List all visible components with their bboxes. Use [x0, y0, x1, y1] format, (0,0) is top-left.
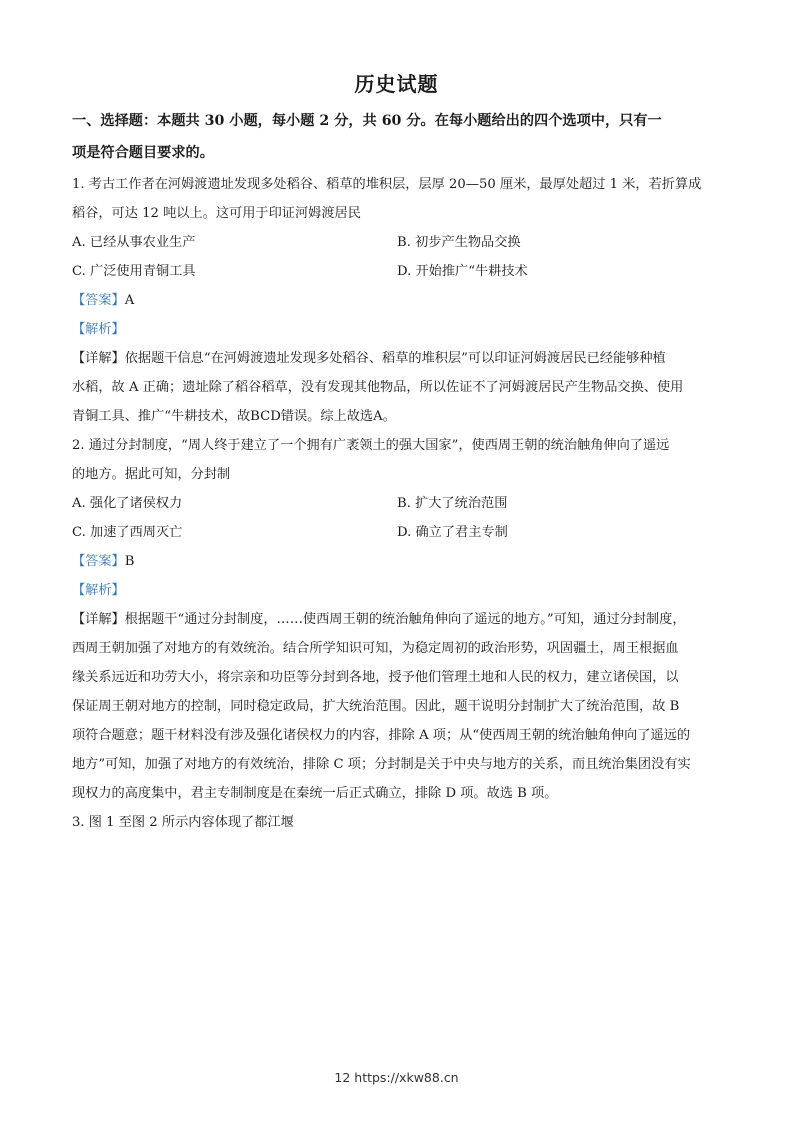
question-3 — [72, 808, 722, 837]
detail-line: 保证周王朝对地方的控制，同时稳定政局，扩大统治范围。因此，题干说明分封制扩大了统治范围，故 B — [72, 699, 680, 714]
detail-line: 青铜工具、推广“牛耕技术，故BCD错误。综上故选A。 — [72, 409, 396, 424]
detail-line: 西周王朝加强了对地方的有效统治。结合所学知识可知，为稳定周初的政治形势，巩固疆土，周王根据血 — [72, 641, 679, 656]
option-c: C. 广泛使用青铜工具 — [72, 264, 196, 279]
detail-line: 【详解】根据题干“通过分封制度，……使西周王朝的统治触角伸向了遥远的地方。”可知，通过分封制度， — [72, 612, 686, 627]
analysis-tag: 【解析】 — [72, 583, 125, 598]
answer-line — [72, 286, 722, 315]
option-d: D. 开始推广“牛耕技术 — [397, 264, 528, 279]
detail-line: 项符合题意；题干材料没有涉及强化诸侯权力的内容，排除 A 项；从“使西周王朝的统治触角伸向了遥远的 — [72, 728, 691, 743]
section-heading — [72, 105, 722, 169]
detail-line: 缘关系远近和功劳大小，将宗亲和功臣等分封到各地，授予他们管理土地和人民的权力，建立诸侯国，以 — [72, 670, 679, 685]
document-body — [72, 105, 722, 837]
option-a: A. 强化了诸侯权力 — [72, 496, 183, 511]
option-d: D. 确立了君主专制 — [397, 525, 508, 540]
question-1 — [72, 170, 722, 431]
question-stem: 3. 图 1 至图 2 所示内容体现了都江堰 — [72, 815, 294, 830]
question-stem: 的地方。据此可知，分封制 — [72, 467, 231, 482]
detail-line: 地方”可知，加强了对地方的有效统治，排除 C 项；分封制是关于中央与地方的关系，而且统治集团没有实 — [72, 757, 691, 772]
question-options — [72, 489, 722, 547]
option-c: C. 加速了西周灭亡 — [72, 525, 183, 540]
analysis-line — [72, 576, 722, 605]
section-heading-line: 项是符合题目要求的。 — [72, 145, 214, 161]
option-b: B. 初步产生物品交换 — [397, 235, 521, 250]
answer-tag: 【答案】 — [72, 293, 125, 308]
detail-line: 【详解】依据题干信息“在河姆渡遗址发现多处稻谷、稻草的堆积层”可以印证河姆渡居民已经能够种植 — [72, 351, 666, 366]
answer-tag: 【答案】 — [72, 554, 125, 569]
question-stem: 稻谷，可达 12 吨以上。这可用于印证河姆渡居民 — [72, 206, 361, 221]
answer-value: A — [124, 293, 135, 308]
analysis-tag: 【解析】 — [72, 322, 125, 337]
question-options — [72, 228, 722, 286]
page-footer: 12 https://xkw88.cn — [334, 1070, 459, 1085]
option-a: A. 已经从事农业生产 — [72, 235, 196, 250]
detail-line: 现权力的高度集中，君主专制制度是在秦统一后正式确立，排除 D 项。故选 B 项。 — [72, 786, 558, 801]
question-stem: 1. 考古工作者在河姆渡遗址发现多处稻谷、稻草的堆积层，层厚 20—50 厘米，最厚处超过 1 米，若折算成 — [72, 177, 702, 192]
page-title: 历史试题 — [354, 72, 439, 96]
answer-line — [72, 547, 722, 576]
question-2 — [72, 431, 722, 808]
section-heading-line: 一、选择题：本题共 30 小题，每小题 2 分，共 60 分。在每小题给出的四个选项中，只有一 — [72, 113, 662, 129]
detail-line: 水稻，故 A 正确；遗址除了稻谷稻草，没有发现其他物品，所以佐证不了河姆渡居民产生物品交换、使用 — [72, 380, 684, 395]
question-stem: 2. 通过分封制度，“周人终于建立了一个拥有广袤领土的强大国家”，使西周王朝的统治触角伸向了遥远 — [72, 438, 670, 453]
option-b: B. 扩大了统治范围 — [397, 496, 508, 511]
analysis-line — [72, 315, 722, 344]
answer-value: B — [124, 554, 135, 569]
